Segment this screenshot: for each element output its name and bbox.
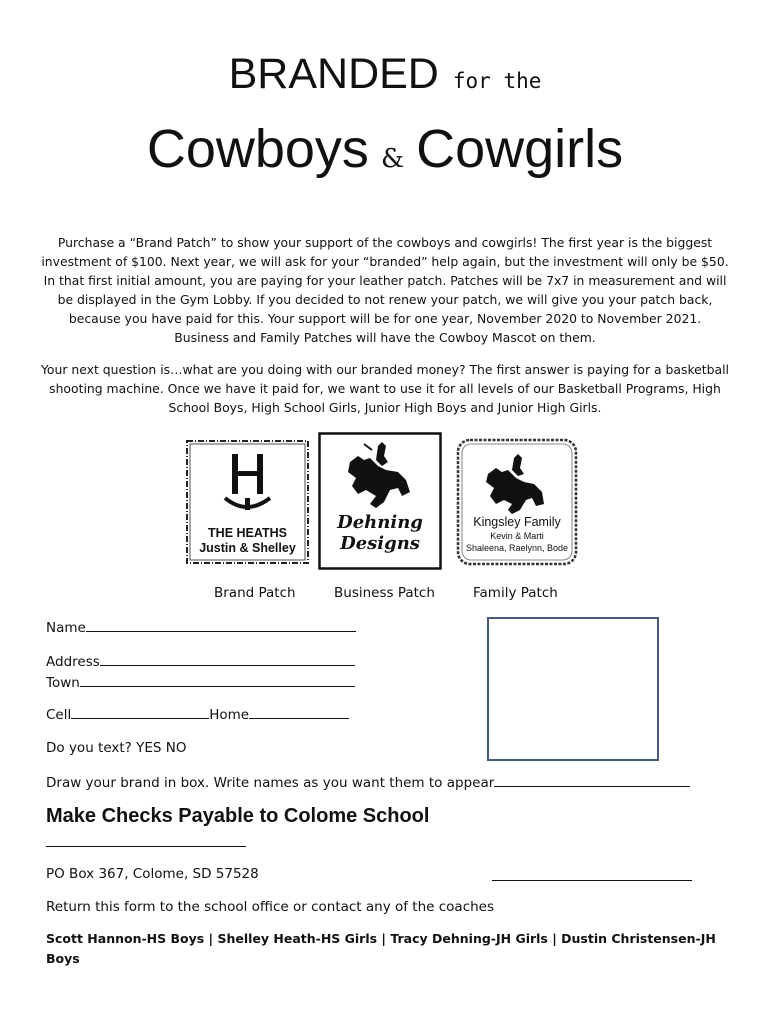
names-blank[interactable] <box>494 774 690 787</box>
caption-brand-patch: Brand Patch <box>214 585 296 601</box>
title-line-1 <box>0 50 770 99</box>
intro-line: In that first initial amount, you are paying for your leather patch. Patches will be 7x7 in measurement and will <box>43 273 727 288</box>
draw-label: Draw your brand in box. Write names as you want them to appear <box>46 775 495 791</box>
title-for-the: for the <box>452 69 542 93</box>
return-instruction: Return this form to the school office or contact any of the coaches <box>46 899 495 915</box>
intro-line: Purchase a “Brand Patch” to show your support of the cowboys and cowgirls! The first year is the biggest <box>57 235 713 250</box>
home-label: Home <box>209 707 250 723</box>
home-blank[interactable] <box>249 706 349 719</box>
title-ampersand: & <box>380 144 405 174</box>
checks-underline <box>46 846 246 847</box>
town-field[interactable] <box>46 674 355 691</box>
brand-patch <box>185 438 310 566</box>
title-line-2 <box>0 118 770 180</box>
cell-blank[interactable] <box>71 706 209 719</box>
business-patch <box>318 432 442 570</box>
question-line: shooting machine. Once we have it paid for, we want to use it for all levels of our Basketball Programs, High <box>49 381 721 396</box>
address-field[interactable] <box>46 653 355 670</box>
address-label: Address <box>46 654 100 670</box>
phone-fields[interactable] <box>46 706 349 723</box>
family-patch <box>456 438 578 566</box>
question-line: Your next question is…what are you doing with our branded money? The first answer is paying for a basketball <box>40 362 730 377</box>
family-patch-line3: Shaleena, Raelynn, Bode <box>465 543 569 553</box>
title-cowgirls: Cowgirls <box>416 119 624 179</box>
brand-patch-line1: THE HEATHS <box>208 526 287 540</box>
caption-business-patch: Business Patch <box>334 585 435 601</box>
name-field[interactable] <box>46 619 356 636</box>
draw-instruction[interactable] <box>46 774 690 791</box>
po-box-address: PO Box 367, Colome, SD 57528 <box>46 866 259 882</box>
title-cowboys: Cowboys <box>146 119 369 179</box>
intro-line: Business and Family Patches will have the Cowboy Mascot on them. <box>174 330 596 345</box>
intro-line: because you have paid for this. Your support will be for one year, November 2020 to November 2021. <box>68 311 702 326</box>
name-blank[interactable] <box>86 619 356 632</box>
coaches-list: Scott Hannon-HS Boys | Shelley Heath-HS Girls | Tracy Dehning-JH Girls | Dustin Christensen-JH Boys <box>46 931 716 966</box>
business-patch-line1: Dehning <box>337 512 423 533</box>
family-patch-line2: Kevin & Marti <box>490 531 544 541</box>
checks-payable-heading: Make Checks Payable to Colome School <box>46 805 430 827</box>
intro-paragraph <box>40 233 730 347</box>
business-patch-line2: Designs <box>340 533 420 554</box>
cell-label: Cell <box>46 707 72 723</box>
text-question: Do you text? YES NO <box>46 740 187 756</box>
brand-drawing-box[interactable] <box>487 617 659 761</box>
town-blank[interactable] <box>80 674 355 687</box>
town-label: Town <box>46 675 80 691</box>
question-line: School Boys, High School Girls, Junior High Boys and Junior High Girls. <box>168 400 602 415</box>
address-blank[interactable] <box>100 653 355 666</box>
intro-line: investment of $100. Next year, we will ask for your “branded” help again, but the investment will only be $50. <box>41 254 729 269</box>
family-patch-line1: Kingsley Family <box>473 515 561 529</box>
title-branded: BRANDED <box>228 50 439 98</box>
name-label: Name <box>46 620 86 636</box>
signature-blank[interactable] <box>492 880 692 881</box>
question-paragraph <box>40 360 730 417</box>
intro-line: be displayed in the Gym Lobby. If you decided to not renew your patch, we will give you your patch back, <box>57 292 713 307</box>
brand-patch-line2: Justin & Shelley <box>199 541 296 555</box>
caption-family-patch: Family Patch <box>473 585 558 601</box>
